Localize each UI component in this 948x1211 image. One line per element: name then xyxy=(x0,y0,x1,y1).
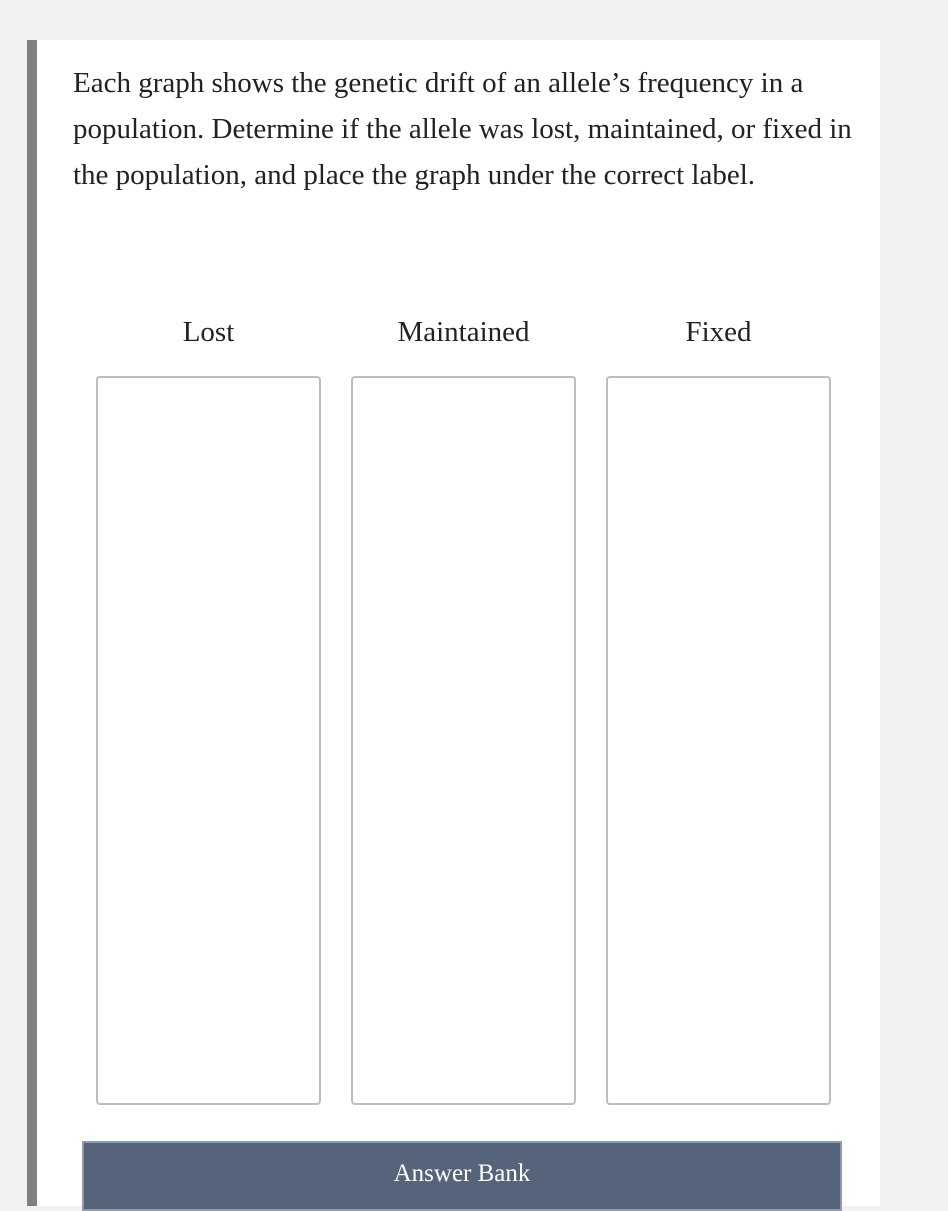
drop-zone-fixed[interactable] xyxy=(606,376,831,1105)
panel-left-border xyxy=(27,40,37,1206)
category-maintained xyxy=(351,314,576,350)
drop-zone-maintained[interactable] xyxy=(351,376,576,1105)
category-lost xyxy=(96,314,321,350)
category-label-fixed: Fixed xyxy=(685,316,752,348)
category-label-lost: Lost xyxy=(182,316,235,348)
category-fixed xyxy=(606,314,831,350)
answer-bank-header[interactable]: Answer Bank xyxy=(82,1141,842,1211)
question-panel xyxy=(27,40,880,1206)
category-label-maintained: Maintained xyxy=(397,316,530,348)
drop-zone-lost[interactable] xyxy=(96,376,321,1105)
question-instructions: Each graph shows the genetic drift of an allele’s frequency in a population. Determine if the allele was lost, maintained, or fixed in the population, and place the graph under the correct label. xyxy=(73,67,852,191)
